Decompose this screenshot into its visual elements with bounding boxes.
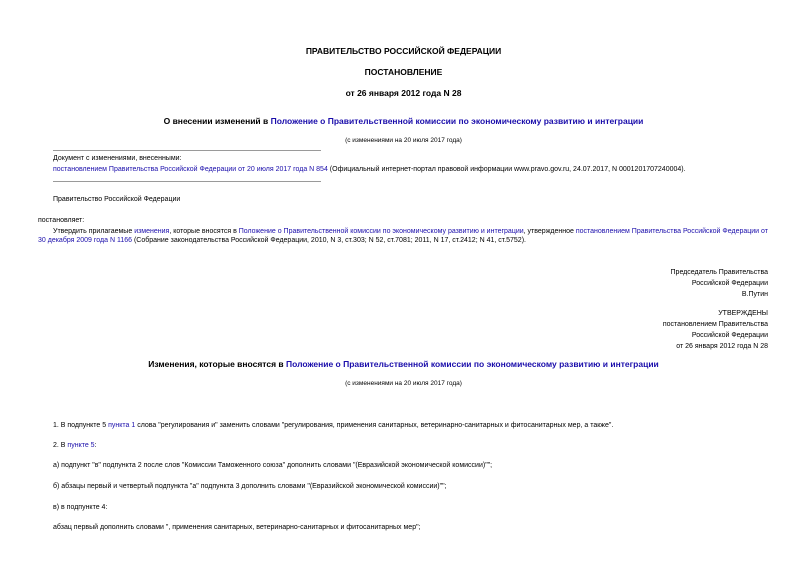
changes-title-link[interactable]: Положение о Правительственной комиссии по экономическому развитию и интеграции xyxy=(286,359,659,369)
p1-text-b: , которые вносятся в xyxy=(169,228,239,235)
change-item-a: а) подпункт "в" подпункта 2 после слов "Комиссии Таможенного союза" дополнить словами "(Евразийской экономической комиссии)""; xyxy=(53,462,493,469)
regulation-link[interactable]: Положение о Правительственной комиссии по экономическому развитию и интеграции xyxy=(238,228,524,235)
changes-title xyxy=(0,359,807,370)
approved-by: постановлением Правительства xyxy=(662,321,768,328)
title-regulation-link[interactable]: Положение о Правительственной комиссии по экономическому развитию и интеграции xyxy=(270,116,644,126)
approved-label: УТВЕРЖДЕНЫ xyxy=(718,310,768,317)
document-date-number: от 26 января 2012 года N 28 xyxy=(345,88,462,98)
changes-source-details: (Официальный интернет-портал правовой информации www.pravo.gov.ru, 24.07.2017, N 0001201707240004). xyxy=(327,166,686,173)
resolution-paragraph xyxy=(38,227,768,245)
government-name: ПРАВИТЕЛЬСТВО РОССИЙСКОЙ ФЕДЕРАЦИИ xyxy=(305,46,502,56)
signature-title: Председатель Правительства xyxy=(670,269,768,276)
change-item-v1: абзац первый дополнить словами ", применения санитарных, ветеринарно-санитарных и фитосанитарных мер"; xyxy=(53,524,421,531)
signature-country: Российской Федерации xyxy=(691,280,768,287)
p1-text-c: , утвержденное xyxy=(523,228,576,235)
amending-resolution-link[interactable]: постановлением Правительства Российской Федерации от 20 июля 2017 года N 854 xyxy=(53,166,328,173)
divider-top xyxy=(53,150,321,151)
item2-text-a: 2. В xyxy=(53,442,68,449)
issuer: Правительство Российской Федерации xyxy=(53,196,181,203)
title-prefix: О внесении изменений в xyxy=(163,116,271,126)
document-title xyxy=(0,116,807,127)
change-item-b: б) абзацы первый и четвертый подпункта "а" подпункта 3 дополнить словами "(Евразийской экономической комиссии)""; xyxy=(53,483,447,490)
signature-name: В.Путин xyxy=(741,291,768,298)
approved-date: от 26 января 2012 года N 28 xyxy=(676,343,768,350)
changes-edition-note: (с изменениями на 20 июля 2017 года) xyxy=(345,380,462,387)
change-item-1 xyxy=(53,421,773,430)
approved-block xyxy=(468,309,768,351)
p1-text-d: (Собрание законодательства Российской Федерации, 2010, N 3, ст.303; N 52, ст.7081; 2011, N 17, ст.2412; N 41, ст.5752). xyxy=(132,237,526,244)
divider-bottom xyxy=(53,181,321,182)
item1-link[interactable]: пункта 1 xyxy=(108,422,136,429)
changes-link[interactable]: изменения xyxy=(134,228,170,235)
edition-note: (с изменениями на 20 июля 2017 года) xyxy=(345,137,462,144)
signature-block xyxy=(468,268,768,299)
item2-link[interactable]: пункте 5 xyxy=(67,442,95,449)
item1-text-a: 1. В подпункте 5 xyxy=(53,422,109,429)
item1-text-b: слова "регулирования и" заменить словами "регулирования, применения санитарных, ветеринарно-санитарных и фитосанитарных мер, а также". xyxy=(135,422,614,429)
item2-text-b: : xyxy=(94,442,97,449)
change-item-2 xyxy=(53,441,97,450)
approved-country: Российской Федерации xyxy=(691,332,768,339)
document-type: ПОСТАНОВЛЕНИЕ xyxy=(364,67,443,77)
changes-title-prefix: Изменения, которые вносятся в xyxy=(148,359,286,369)
changes-source xyxy=(53,165,773,174)
change-item-v: в) в подпункте 4: xyxy=(53,504,108,511)
p1-text-a: Утвердить прилагаемые xyxy=(53,228,135,235)
original-resolution-link[interactable]: постановлением Правительства Российской Федерации от 30 декабря 2009 года N 1166 xyxy=(38,228,768,244)
changes-intro: Документ с изменениями, внесенными: xyxy=(53,155,182,162)
resolves-word: постановляет: xyxy=(38,217,85,224)
